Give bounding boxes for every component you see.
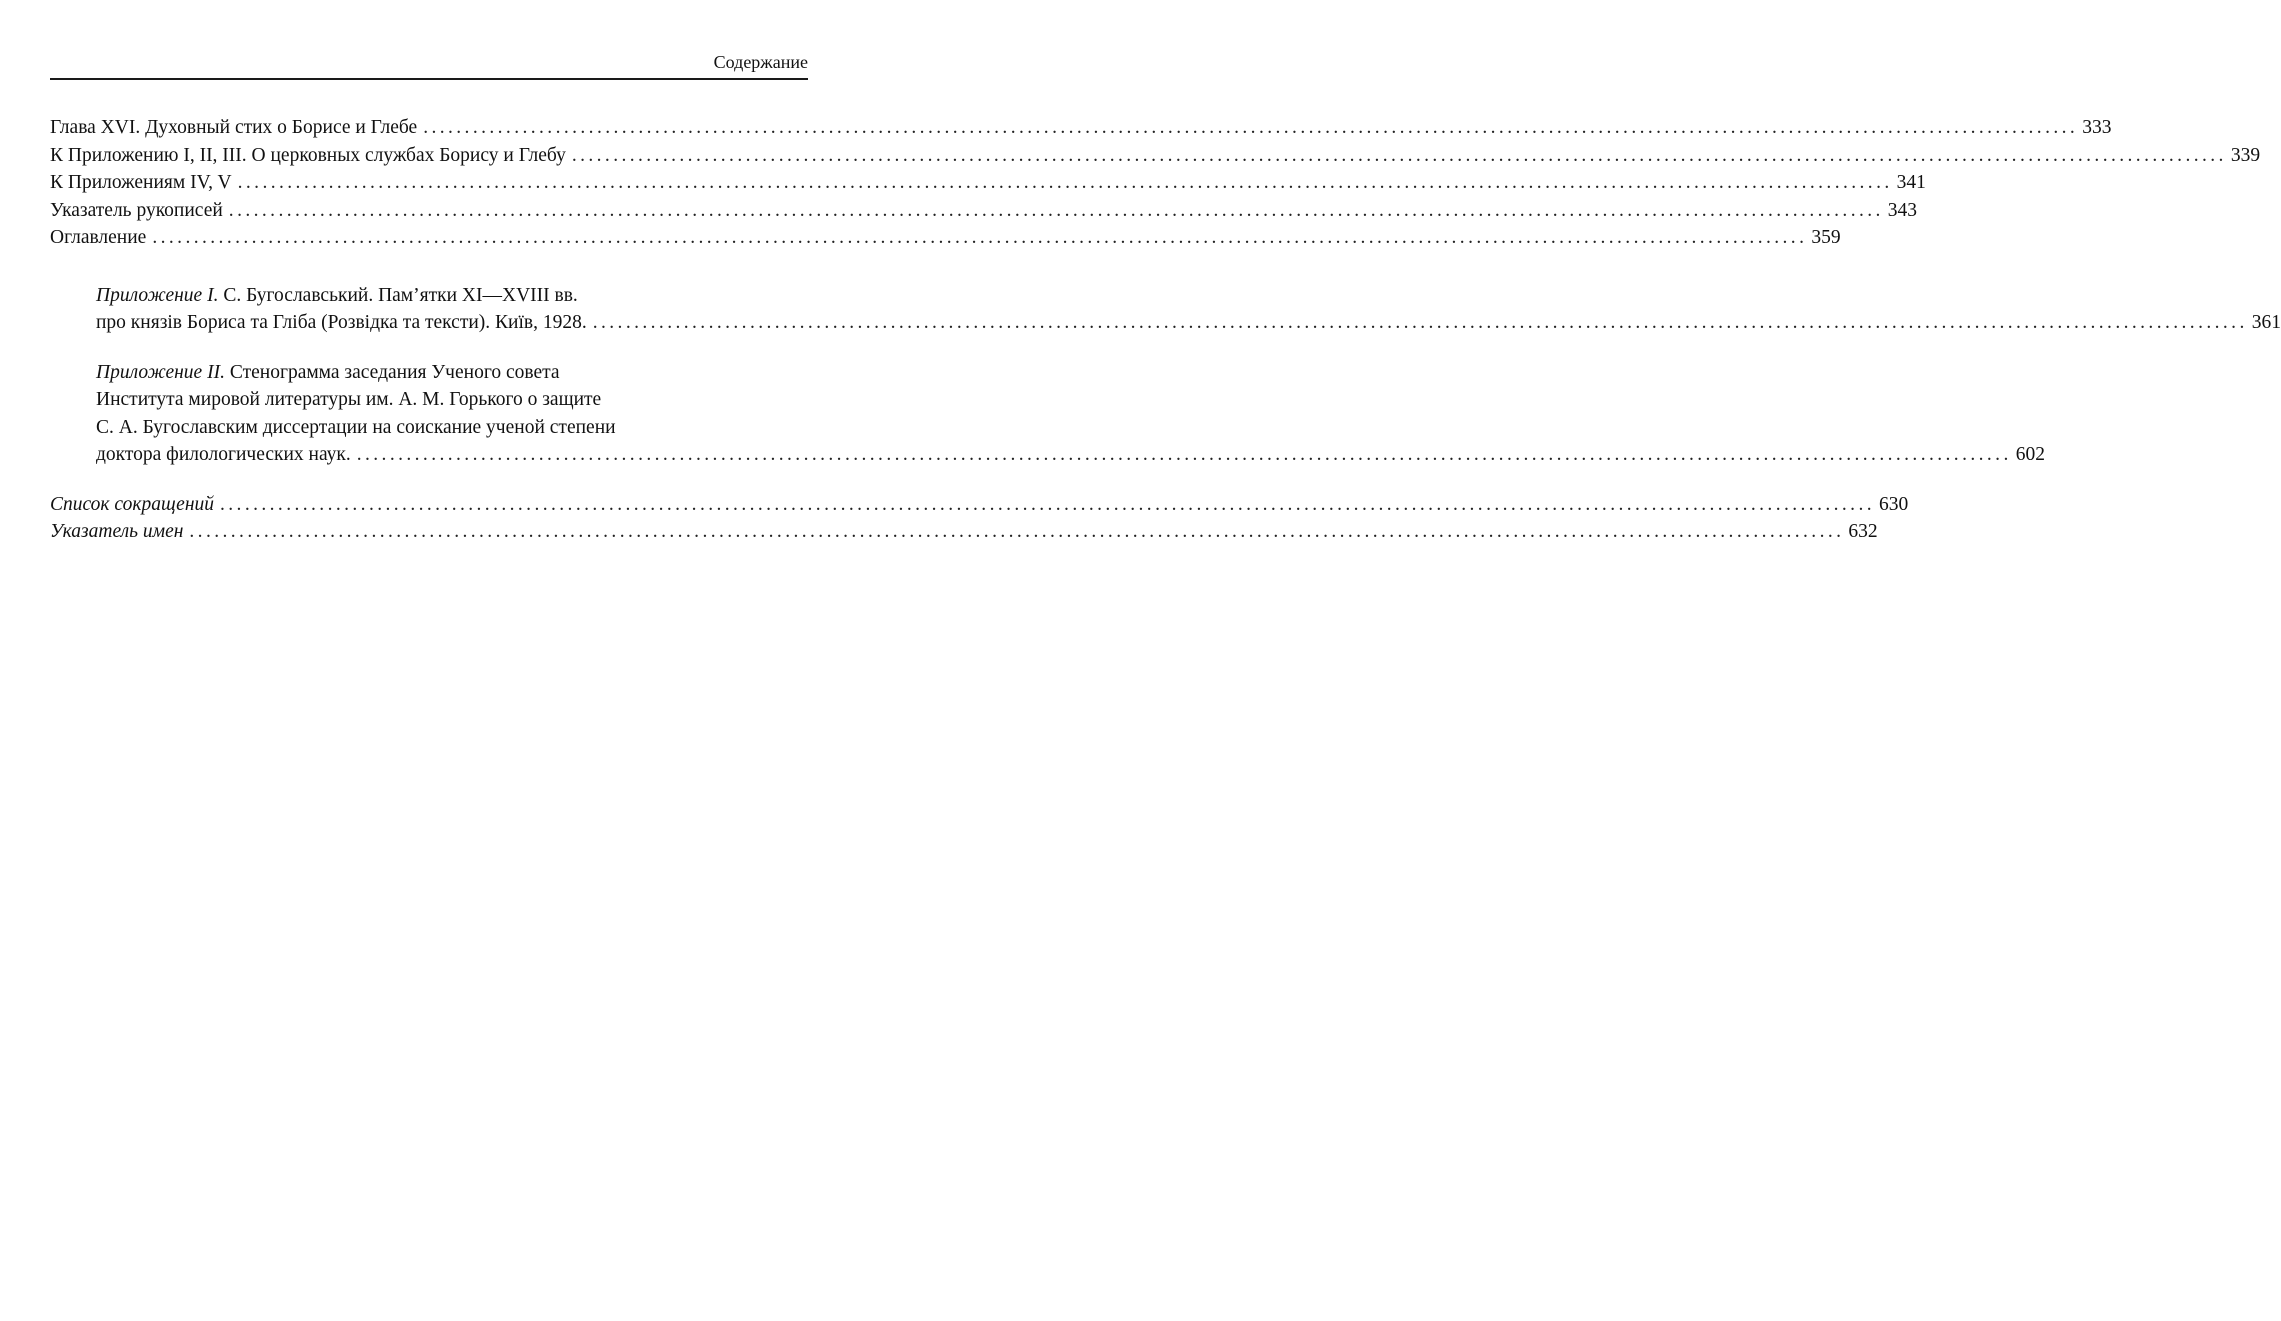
appendix-1-entry[interactable] [96,282,2281,337]
appendix-2-text-cont: доктора филологических наук. [96,444,351,465]
running-head [50,50,808,80]
toc-entry-abbreviations[interactable] [50,491,1909,519]
dot-leader: ........................................................................................................................................................................................................ [592,312,2248,333]
dot-leader: ........................................................................................................................................................................................................ [356,444,2012,465]
toc-entry-page: 630 [1879,493,1909,515]
appendix-1-page: 361 [2251,312,2281,333]
appendix-1-text-cont: про князів Бориса та Гліба (Розвідка та тексти). Київ, 1928. [96,312,587,333]
appendix-2-text: Стенограмма заседания Ученого совета [224,361,560,383]
toc-entry-title: Указатель имен [50,521,184,542]
appendix-1-line-1 [96,282,808,310]
appendix-2-line-1 [96,359,808,387]
dot-leader: ........................................................................................................................................................................................................ [189,521,1845,542]
appendix-1-text: С. Бугославський. Пам’ятки XI—XVIII вв. [218,284,578,306]
toc-entry[interactable] [50,142,2261,170]
toc-entry[interactable] [50,114,2112,142]
spacer [50,337,808,359]
dot-leader: ........................................................................................................................................................................................................ [423,117,2079,138]
dot-leader: ........................................................................................................................................................................................................ [152,227,1808,248]
appendix-2-label: Приложение II. [96,361,225,383]
spacer [50,252,808,282]
dot-leader: ........................................................................................................................................................................................................ [228,199,1884,221]
dot-leader: ........................................................................................................................................................................................................ [571,144,2227,166]
table-of-contents [50,114,2281,546]
appendix-2-line-3: С. А. Бугославским диссертации на соискание ученой степени [96,416,616,438]
toc-entry-page: 341 [1896,172,1926,193]
toc-entry-page: 333 [2082,117,2112,138]
toc-entry-page: 339 [2230,144,2261,166]
toc-entry-page: 359 [1811,227,1841,248]
toc-entry[interactable] [50,197,1918,225]
toc-entry-title: Глава XVI. Духовный стих о Борисе и Глебе [50,117,418,138]
toc-entry[interactable] [50,169,1926,197]
running-head-title: Содержание [713,52,808,72]
dot-leader: ........................................................................................................................................................................................................ [237,172,1893,193]
dot-leader: ........................................................................................................................................................................................................ [220,493,1875,515]
appendix-1-line-2 [96,309,2281,337]
toc-entry-name-index[interactable] [50,518,1878,546]
toc-entry-page: 343 [1887,199,1918,221]
toc-entry-title: Список сокращений [50,493,214,515]
toc-entry-title: Оглавление [50,227,147,248]
toc-entry-title: Указатель рукописей [50,199,223,221]
toc-entry-title: К Приложению I, II, III. О церковных службах Борису и Глебу [50,144,566,166]
appendix-2-page: 602 [2015,444,2045,465]
appendix-2-entry[interactable] [96,359,2045,469]
toc-entry[interactable] [50,224,1841,252]
toc-entry-page: 632 [1848,521,1878,542]
appendix-2-line-4 [96,441,2045,469]
spacer [50,469,808,491]
appendix-2-line-2: Института мировой литературы им. А. М. Горького о защите [96,389,602,410]
appendix-1-label: Приложение I. [96,284,219,306]
toc-entry-title: К Приложениям IV, V [50,172,232,193]
